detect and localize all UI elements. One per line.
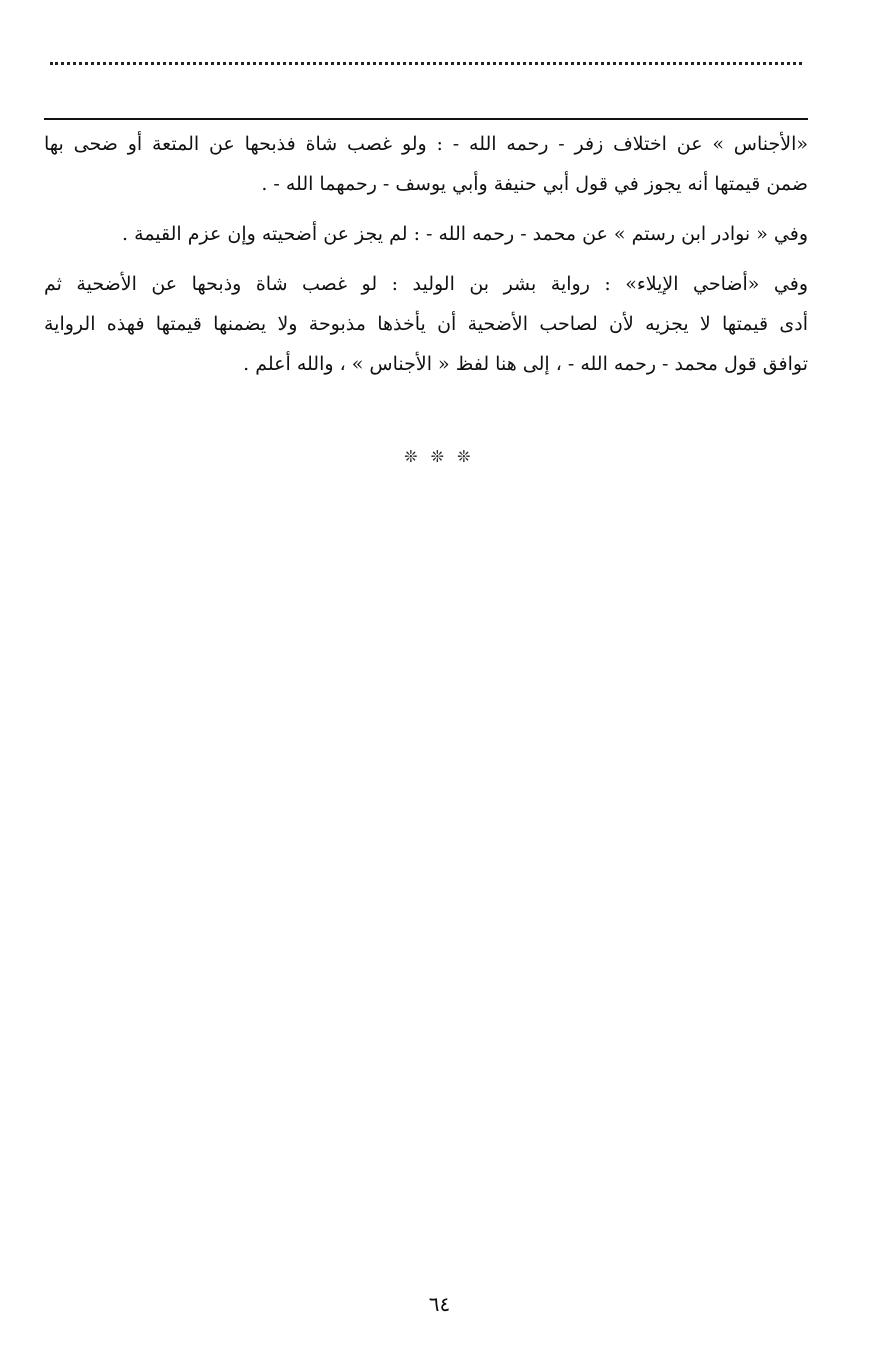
text-line: وفي « نوادر ابن رستم » عن محمد - رحمه الله - : لم يجز عن أضحيته وإن عزم القيمة . (122, 223, 808, 245)
section-separator: ❊ ❊ ❊ (404, 447, 475, 466)
paragraph (44, 214, 808, 254)
page-number: ٦٤ (428, 1292, 451, 1316)
body-text (44, 124, 808, 384)
text-line: ضمن قيمتها أنه يجوز في قول أبي حنيفة وأبي يوسف - رحمهما الله - . (261, 173, 808, 195)
text-line: توافق قول محمد - رحمه الله - ، إلى هنا لفظ « الأجناس » ، والله أعلم . (243, 353, 808, 375)
paragraph (44, 264, 808, 384)
text-line: أدى قيمتها لا يجزيه لأن لصاحب الأضحية أن يأخذها مذبوحة ولا يضمنها قيمتها فهذه الرواية (44, 313, 808, 335)
text-line: «الأجناس » عن اختلاف زفر - رحمه الله - : ولو غصب شاة فذبحها عن المتعة أو ضحى بها (44, 133, 808, 155)
text-line: وفي «أضاحي الإيلاء» : رواية بشر بن الوليد : لو غصب شاة وذبحها عن الأضحية ثم (44, 273, 808, 295)
header-dotted-line (50, 62, 802, 65)
header-rule (44, 118, 808, 120)
paragraph (44, 124, 808, 204)
